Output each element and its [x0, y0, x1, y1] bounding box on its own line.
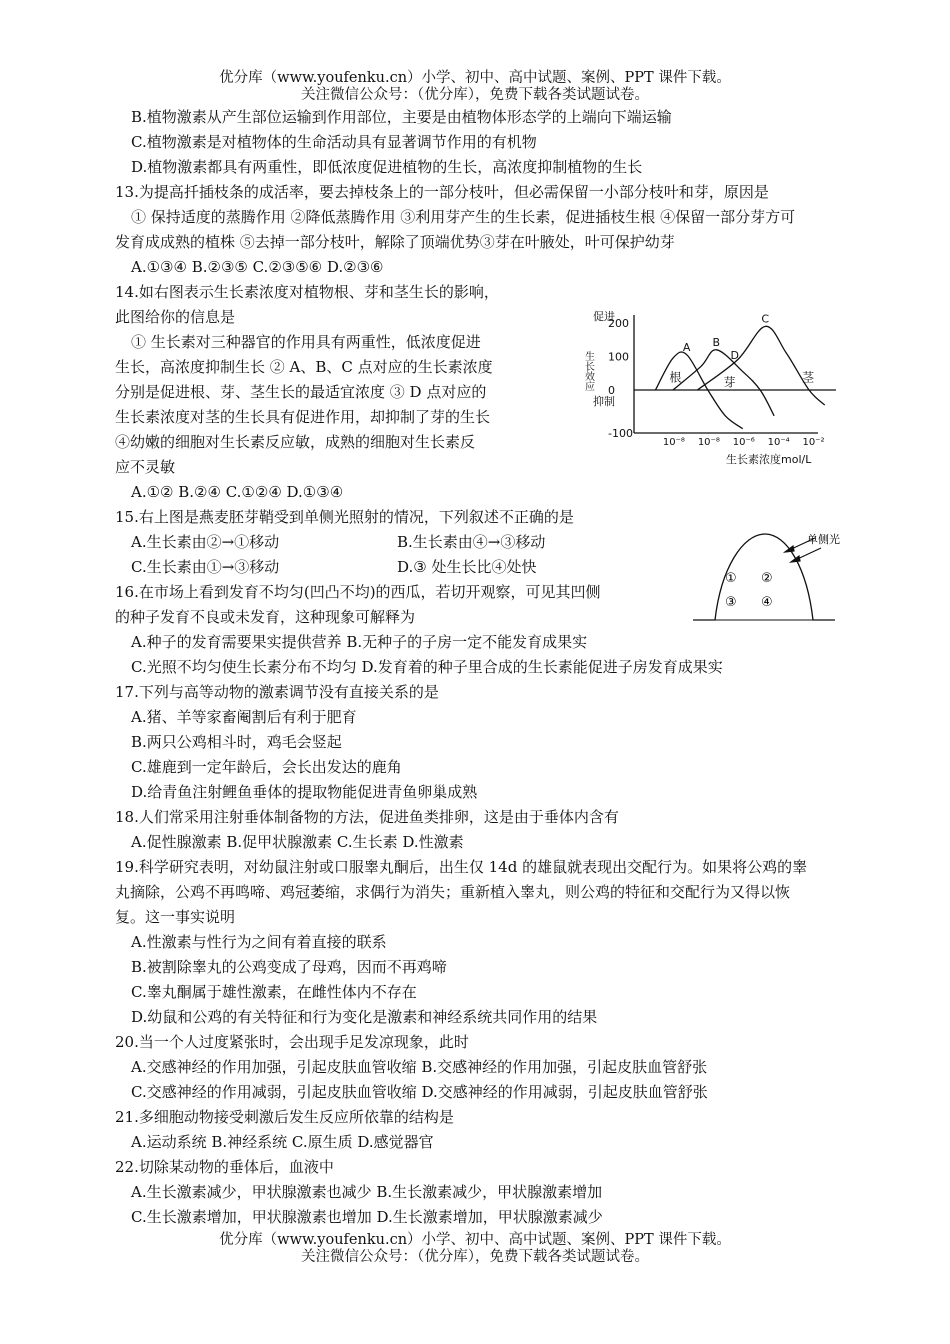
options-20-ab: A.交感神经的作用加强，引起皮肤血管收缩 B.交感神经的作用加强，引起皮肤血管舒张: [131, 1058, 708, 1076]
question-21: 21.多细胞动物接受刺激后发生反应所依靠的结构是: [115, 1108, 454, 1126]
option-15d: D.③ 处生长比④处快: [397, 558, 537, 576]
question-20: 20.当一个人过度紧张时，会出现手足发凉现象，此时: [115, 1033, 469, 1051]
text-line: 生长素浓度对茎的生长具有促进作用，却抑制了芽的生长: [115, 408, 491, 426]
question-17: 17.下列与高等动物的激素调节没有直接关系的是: [115, 683, 439, 701]
light-label: 单侧光: [807, 533, 840, 546]
option-19b: B.被割除睾丸的公鸡变成了母鸡，因而不再鸡啼: [131, 958, 447, 976]
option-19a: A.性激素与性行为之间有着直接的联系: [131, 933, 387, 951]
question-14: 14.如右图表示生长素浓度对植物根、芽和茎生长的影响，: [115, 283, 499, 301]
text-line: ① 保持适度的蒸腾作用 ②降低蒸腾作用 ③利用芽产生的生长素，促进插枝生根 ④保留一部分芽方可: [131, 208, 796, 226]
auxin-response-chart: [568, 303, 843, 478]
header-line-2: 关注微信公众号：（优分库），免费下载各类试题试卷。: [301, 87, 649, 103]
footer-line-1: 优分库（www.youfenku.cn）小学、初中、高中试题、案例、PPT 课件下载。: [219, 1232, 731, 1248]
footer-line-2: 关注微信公众号：（优分库），免费下载各类试题试卷。: [301, 1249, 649, 1265]
question-15: 15.右上图是燕麦胚芽鞘受到单侧光照射的情况，下列叙述不正确的是: [115, 508, 574, 526]
text-line: ① 生长素对三种器官的作用具有两重性，低浓度促进: [131, 333, 481, 351]
options-21: A.运动系统 B.神经系统 C.原生质 D.感觉器官: [131, 1133, 434, 1151]
option-15b: B.生长素由④→③移动: [397, 533, 546, 551]
options-18: A.促性腺激素 B.促甲状腺激素 C.生长素 D.性激素: [131, 833, 464, 851]
series-name-1: 根: [669, 370, 682, 385]
text-line: 丸摘除，公鸡不再鸣啼、鸡冠萎缩，求偶行为消失；重新植入睾丸，则公鸡的特征和交配行为又得以恢: [115, 883, 791, 901]
option-15c: C.生长素由①→③移动: [131, 558, 280, 576]
text-line: ④幼嫩的细胞对生长素反应敏，成熟的细胞对生长素反: [115, 433, 476, 451]
y-tick-label: 200: [608, 317, 629, 330]
text-line: 的种子发育不良或未发育，这种现象可解释为: [115, 608, 416, 626]
y-label-promote: 促进: [593, 310, 615, 323]
question-13: 13.为提高扦插枝条的成活率，要去掉枝条上的一部分枝叶，但必需保留一小部分枝叶和芽，原因是: [115, 183, 769, 201]
y-tick-label: 0: [608, 384, 615, 397]
option-17d: D.给青鱼注射鲤鱼垂体的提取物能促进青鱼卵巢成熟: [131, 783, 478, 801]
text-line: 分别是促进根、芽、茎生长的最适宜浓度 ③ D 点对应的: [115, 383, 487, 401]
x-tick-label: 10⁻⁸: [697, 437, 720, 448]
option-17b: B.两只公鸡相斗时，鸡毛会竖起: [131, 733, 342, 751]
option-15a: A.生长素由②→①移动: [131, 533, 280, 551]
y-axis-label: 生长效应: [582, 351, 594, 391]
option-17a: A.猪、羊等家畜阉割后有利于肥育: [131, 708, 357, 726]
coleoptile-figure: [685, 528, 850, 624]
options-22-cd: C.生长激素增加，甲状腺激素也增加 D.生长激素增加，甲状腺激素减少: [131, 1208, 603, 1226]
x-tick-label: 10⁻⁴: [767, 437, 790, 448]
point-label-D: D: [730, 349, 739, 363]
options-13: A.①③④ B.②③⑤ C.②③⑤⑥ D.②③⑥: [131, 258, 384, 276]
options-16-cd: C.光照不均匀使生长素分布不均匀 D.发育着的种子里合成的生长素能促进子房发育成果实: [131, 658, 723, 676]
y-tick-label: 100: [608, 350, 629, 364]
chart-labels: [583, 309, 825, 466]
region-3: ③: [725, 595, 737, 610]
peak-label-A: A: [682, 340, 691, 354]
question-19: 19.科学研究表明，对幼鼠注射或口服睾丸酮后，出生仅 14d 的雄鼠就表现出交配行为。如果将公鸡的睾: [115, 858, 808, 876]
peak-label-C: C: [761, 312, 770, 326]
peak-label-B: B: [712, 335, 721, 349]
region-2: ②: [761, 571, 773, 586]
options-14: A.①② B.②④ C.①②④ D.①③④: [131, 483, 344, 501]
region-1: ①: [725, 571, 737, 586]
question-22: 22.切除某动物的垂体后，血液中: [115, 1158, 334, 1176]
option-19c: C.睾丸酮属于雄性激素，在雌性体内不存在: [131, 983, 417, 1001]
option-17c: C.雄鹿到一定年龄后，会长出发达的鹿角: [131, 758, 402, 776]
x-tick-label: 10⁻²: [802, 437, 825, 448]
y-label-inhibit: 抑制: [593, 395, 615, 408]
y-tick-label: -100: [608, 427, 633, 440]
x-tick-label: 10⁻⁶: [732, 437, 755, 448]
x-tick-label: 10⁻⁸: [662, 437, 685, 448]
question-16: 16.在市场上看到发育不均匀(凹凸不均)的西瓜，若切开观察，可见其凹侧: [115, 583, 601, 601]
option-19d: D.幼鼠和公鸡的有关特征和行为变化是激素和神经系统共同作用的结果: [131, 1008, 598, 1026]
region-4: ④: [761, 595, 773, 610]
x-axis-label: 生长素浓度mol/L: [726, 453, 812, 466]
text-line: 应不灵敏: [115, 458, 176, 476]
options-16-ab: A.种子的发育需要果实提供营养 B.无种子的子房一定不能发育成果实: [131, 633, 588, 651]
options-22-ab: A.生长激素减少，甲状腺激素也减少 B.生长激素减少，甲状腺激素增加: [131, 1183, 603, 1201]
text-line: 发育成成熟的植株 ⑤去掉一部分枝叶，解除了顶端优势③芽在叶腋处，叶可保护幼芽: [115, 233, 675, 251]
options-20-cd: C.交感神经的作用减弱，引起皮肤血管收缩 D.交感神经的作用减弱，引起皮肤血管舒张: [131, 1083, 708, 1101]
header-line-1: 优分库（www.youfenku.cn）小学、初中、高中试题、案例、PPT 课件下载。: [219, 70, 731, 86]
series-name-2: 芽: [723, 375, 736, 390]
text-line: 复。这一事实说明: [115, 908, 236, 926]
text-line: D.植物激素都具有两重性，即低浓度促进植物的生长，高浓度抑制植物的生长: [131, 158, 643, 176]
text-line: 此图给你的信息是: [115, 308, 236, 326]
question-18: 18.人们常采用注射垂体制备物的方法，促进鱼类排卵，这是由于垂体内含有: [115, 808, 619, 826]
series-name-3: 茎: [802, 370, 815, 385]
text-line: B.植物激素从产生部位运输到作用部位，主要是由植物体形态学的上端向下端运输: [131, 108, 672, 126]
text-line: 生长，高浓度抑制生长 ② A、B、C 点对应的生长素浓度: [115, 358, 493, 376]
text-line: C.植物激素是对植物体的生命活动具有显著调节作用的有机物: [131, 133, 537, 151]
